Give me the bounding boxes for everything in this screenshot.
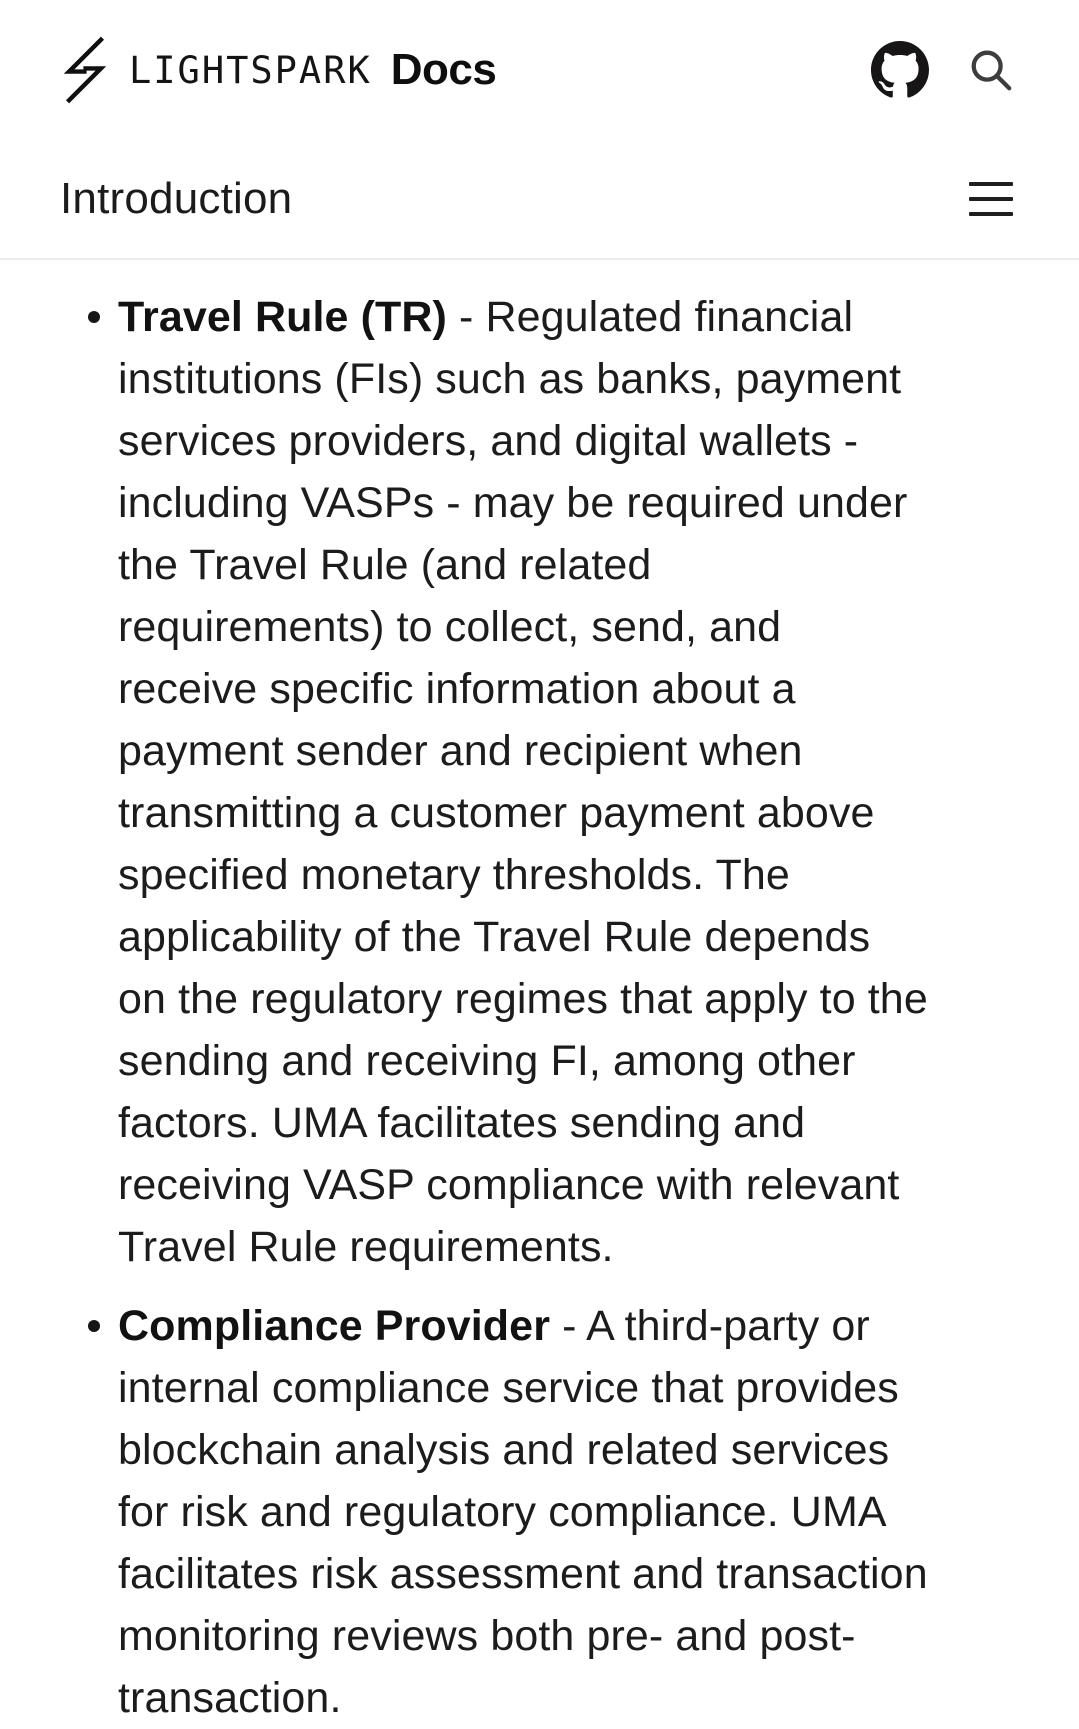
github-button[interactable] <box>871 41 929 99</box>
hamburger-icon <box>969 182 1013 216</box>
lightning-logo-icon <box>58 35 112 105</box>
term-description: - Regulated financial institutions (FIs) such as banks, payment services providers, and digital wallets - including VASPs - may be required under the Travel Rule (and related requirements) to collect, send, and receive specific information about a payment sender and recipient when transmitting a customer payment above specified monetary thresholds. The applicability of the Travel Rule depends on the regulatory regimes that apply to the sending and receiving FI, among other factors. UMA facilitates sending and receiving VASP compliance with relevant Travel Rule requirements. <box>118 293 928 1271</box>
term-description: - A third-party or internal compliance service that provides blockchain analysis and related services for risk and regulatory compliance. UMA facilitates risk assessment and transaction monitoring reviews both pre- and post-transaction. <box>118 1302 928 1722</box>
definitions-list <box>88 286 930 1729</box>
list-item <box>88 286 930 1278</box>
search-button[interactable] <box>967 46 1015 94</box>
header <box>0 0 1079 140</box>
term-label: Travel Rule (TR) <box>118 293 447 341</box>
term-label: Compliance Provider <box>118 1302 551 1350</box>
brand-logo[interactable] <box>58 35 496 105</box>
github-icon <box>871 41 929 99</box>
brand-product-label: Docs <box>390 45 497 94</box>
search-icon <box>967 46 1015 94</box>
content-area <box>0 260 1079 1729</box>
list-item <box>88 1295 930 1729</box>
page-title: Introduction <box>60 174 293 223</box>
menu-button[interactable] <box>969 182 1013 216</box>
section-bar <box>0 140 1079 260</box>
header-actions <box>871 41 1015 99</box>
brand-wordmark: LIGHTSPARK <box>129 48 372 92</box>
